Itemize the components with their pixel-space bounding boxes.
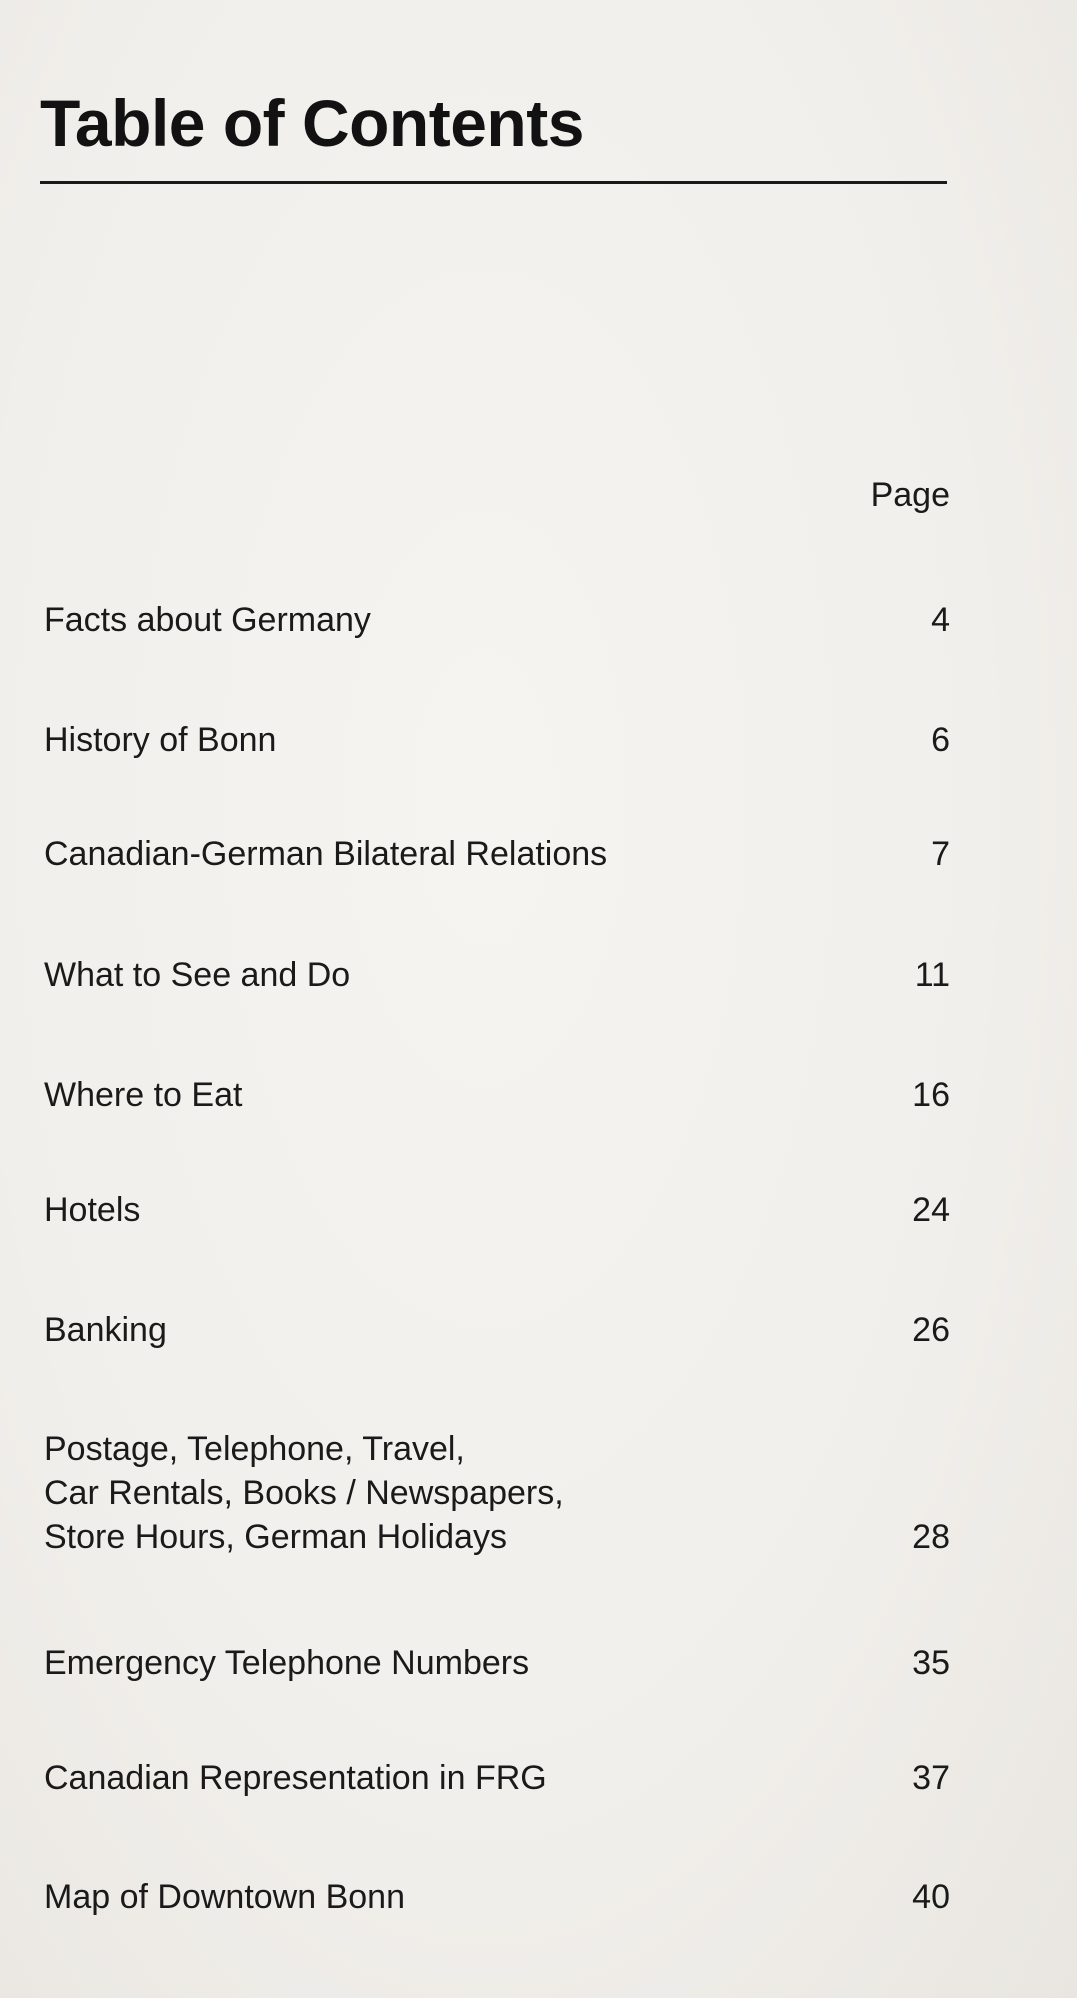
toc-entry-title: Banking (44, 1311, 167, 1349)
toc-entry-page: 16 (912, 1076, 950, 1114)
toc-entry (44, 953, 950, 997)
toc-entry-title: Hotels (44, 1191, 141, 1229)
toc-entry-title: Emergency Telephone Numbers (44, 1644, 530, 1682)
page-column-header: Page (870, 476, 950, 514)
toc-entry (44, 1188, 950, 1232)
toc-entry (44, 1641, 950, 1685)
toc-entry-page: 24 (912, 1191, 950, 1229)
toc-entry-title: Facts about Germany (44, 601, 371, 639)
toc-entry-page: 35 (912, 1644, 950, 1682)
toc-entry-title: History of Bonn (44, 721, 277, 759)
toc-entry-title: Canadian Representation in FRG (44, 1759, 547, 1797)
toc-entry-page: 37 (912, 1759, 950, 1797)
toc-entry (44, 1073, 950, 1117)
toc-entry-page: 6 (931, 721, 950, 759)
toc-entry-title: Canadian-German Bilateral Relations (44, 835, 608, 873)
toc-entry (44, 832, 950, 876)
toc-entry-title: Postage, Telephone, Travel, Car Rentals, Books / Newspapers, Store Hours, German Holidays (44, 1430, 564, 1556)
toc-entry-title: Where to Eat (44, 1076, 243, 1114)
toc-entry-page: 40 (912, 1878, 950, 1916)
toc-entry (44, 1756, 950, 1800)
toc-entry-page: 11 (914, 956, 950, 994)
toc-entry (44, 598, 950, 642)
page-title: Table of Contents (40, 86, 584, 160)
toc-entry-title: What to See and Do (44, 956, 351, 994)
toc-entry-title: Map of Downtown Bonn (44, 1878, 405, 1916)
toc-entry (44, 718, 950, 762)
toc-entry (44, 1875, 950, 1919)
toc-entry-page: 4 (931, 601, 950, 639)
toc-entry-page: 28 (912, 1518, 950, 1556)
title-underline (40, 181, 947, 184)
toc-entry (44, 1308, 950, 1352)
toc-entry-page: 26 (912, 1311, 950, 1349)
toc-entry (44, 1427, 950, 1559)
toc-entry-page: 7 (931, 835, 950, 873)
